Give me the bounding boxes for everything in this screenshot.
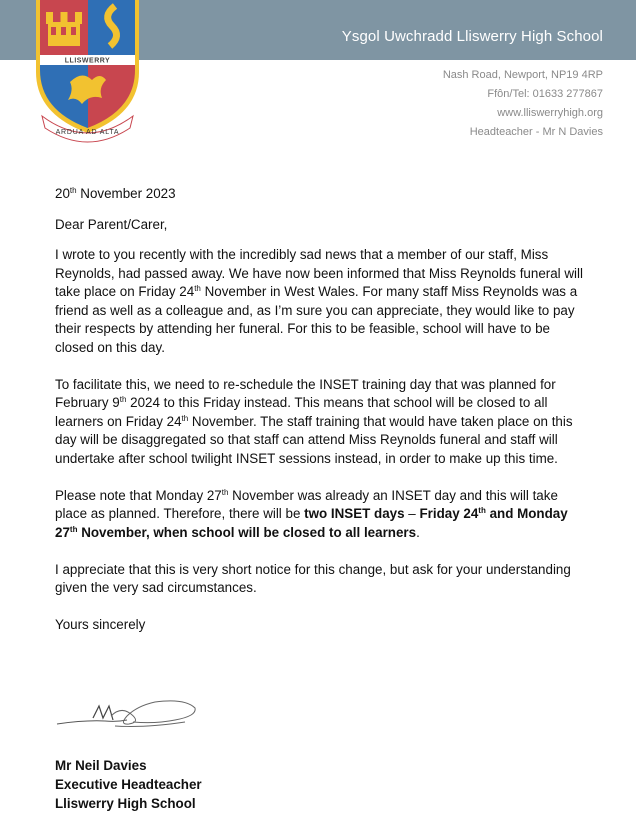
closing: Yours sincerely (55, 617, 146, 632)
letter-greeting: Dear Parent/Carer, (55, 216, 168, 232)
paragraph-3: Please note that Monday 27th November was already an INSET day and this will take place as planned. Therefore, there will be two INSET days – Friday 24th and Monday 27th November, when school will be closed to all learners. (55, 487, 568, 540)
signatory-name: Mr Neil Davies (55, 758, 147, 773)
letter-body (55, 185, 585, 635)
school-name: Ysgol Uwchradd Lliswerry High School (341, 28, 603, 45)
contact-details (443, 66, 603, 142)
school-headteacher: Headteacher - Mr N Davies (469, 126, 603, 138)
crest-name: LLISWERRY (64, 57, 111, 65)
school-crest-icon (30, 0, 145, 145)
school-phone: Ffôn/Tel: 01633 277867 (487, 88, 603, 100)
school-website: www.lliswerryhigh.org (497, 107, 603, 119)
letter-date: 20th November 2023 (55, 186, 176, 201)
paragraph-1: I wrote to you recently with the incredibly sad news that a member of our staff, Miss Reynolds, had passed away. We have now been informed that Miss Reynolds funeral will take place on Friday 24th November in West Wales. For many staff Miss Reynolds was a friend as well as a colleague and, as I’m sure you can appreciate, they would like to pay their respects by attending her funeral. For this to be feasible, school will have to be closed on this day. (55, 247, 583, 355)
paragraph-2: To facilitate this, we need to re-schedule the INSET training day that was planned for February 9th 2024 to this Friday instead. This means that school will be closed to all learners on Friday 24th November. The staff training that would have taken place on this day will be disaggregated so that staff can attend Miss Reynolds funeral and staff will undertake after school twilight INSET sessions instead, in order to make up this time. (55, 376, 573, 466)
signatory-role: Executive Headteacher (55, 777, 202, 792)
school-address: Nash Road, Newport, NP19 4RP (442, 69, 603, 81)
signoff-block (55, 756, 202, 813)
paragraph-4: I appreciate that this is very short notice for this change, but ask for your understanding given the very sad circumstances. (55, 561, 571, 595)
signature-icon (55, 692, 205, 742)
signatory-school: Lliswerry High School (55, 796, 196, 811)
crest-motto: ARDUA AD ALTA (55, 129, 120, 136)
